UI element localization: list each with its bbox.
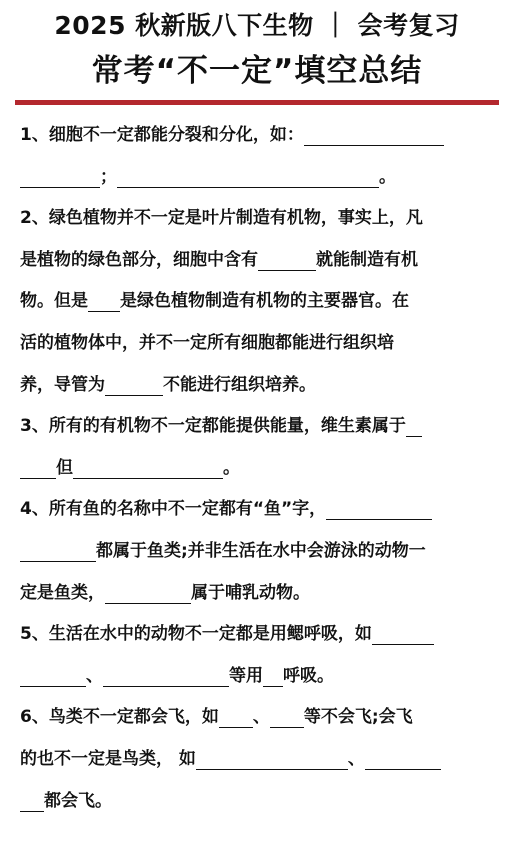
question-text: 养，导管为 [20,374,105,395]
question-text: 就能制造有机 [316,249,418,270]
answer-blank[interactable] [20,666,86,687]
question-text: 等不会飞;会飞 [303,707,413,728]
question-line [20,739,494,781]
question-item [20,115,494,198]
question-text: 6、鸟类不一定都会飞，如 [20,707,219,728]
question-text: 属于哺乳动物。 [191,582,310,603]
question-text: 。 [223,457,240,478]
question-line [20,281,494,323]
question-text: 1、细胞不一定都能分裂和分化，如： [20,125,304,145]
answer-blank[interactable] [20,458,56,479]
question-text: 但 [56,457,73,478]
question-text: 呼吸。 [283,665,334,686]
question-line [20,656,494,698]
question-text: 。 [379,166,396,187]
question-line [20,697,494,739]
question-text: 都会飞。 [44,790,112,811]
header-subtitle: 2025 秋新版八下生物 ｜ 会考复习 [54,11,460,40]
question-item [20,198,494,406]
question-item [20,406,494,489]
question-text: 定是鱼类， [20,582,105,603]
answer-blank[interactable] [219,707,253,728]
answer-blank[interactable] [372,624,434,645]
question-line [20,323,494,365]
question-item [20,614,494,697]
answer-blank[interactable] [326,499,432,520]
question-line [20,781,494,823]
question-text: 物。但是 [20,291,88,312]
answer-blank[interactable] [270,707,304,728]
answer-blank[interactable] [263,666,283,687]
answer-blank[interactable] [88,291,120,312]
page-title: 常考“不一定”填空总结 [91,53,423,89]
answer-blank[interactable] [20,791,44,812]
question-line [20,240,494,282]
question-line [20,198,494,240]
question-line [20,115,494,157]
question-item [20,489,494,614]
worksheet-page [0,8,514,847]
answer-blank[interactable] [73,458,223,479]
question-text: 等用 [229,665,263,686]
answer-blank[interactable] [117,167,379,188]
answer-blank[interactable] [103,666,229,687]
question-text: ； [100,166,117,187]
answer-blank[interactable] [105,583,191,604]
answer-blank[interactable] [406,416,422,437]
question-item [20,697,494,822]
question-text: 、 [86,665,103,686]
question-line [20,365,494,407]
question-line [20,614,494,656]
question-line [20,448,494,490]
question-text: 的也不一定是鸟类， 如 [20,748,196,769]
answer-blank[interactable] [105,375,163,396]
answer-blank[interactable] [196,749,348,770]
question-line [20,573,494,615]
question-text: 是植物的绿色部分，细胞中含有 [20,249,258,270]
answer-blank[interactable] [20,167,100,188]
question-text: 、 [347,748,365,769]
question-text: 3、所有的有机物不一定都能提供能量，维生素属于 [20,416,406,437]
title-divider [15,100,499,105]
question-text: 5、生活在水中的动物不一定都是用鳃呼吸，如 [20,624,372,645]
question-text: 活的植物体中，并不一定所有细胞都能进行组织培 [20,332,394,353]
question-list [20,115,494,822]
answer-blank[interactable] [304,125,444,146]
question-text: 不能进行组织培养。 [163,374,316,395]
question-text: 4、所有鱼的名称中不一定都有“鱼”字， [20,499,327,520]
question-text: 是绿色植物制造有机物的主要器官。在 [120,291,409,312]
answer-blank[interactable] [258,250,316,271]
question-line [20,406,494,448]
question-text: 、 [252,707,270,728]
answer-blank[interactable] [20,541,96,562]
question-line [20,531,494,573]
question-text: 都属于鱼类;并非生活在水中会游泳的动物一 [96,540,426,561]
question-text: 2、绿色植物并不一定是叶片制造有机物，事实上，凡 [20,208,423,229]
answer-blank[interactable] [365,749,441,770]
question-line [20,489,494,531]
question-line [20,157,494,199]
